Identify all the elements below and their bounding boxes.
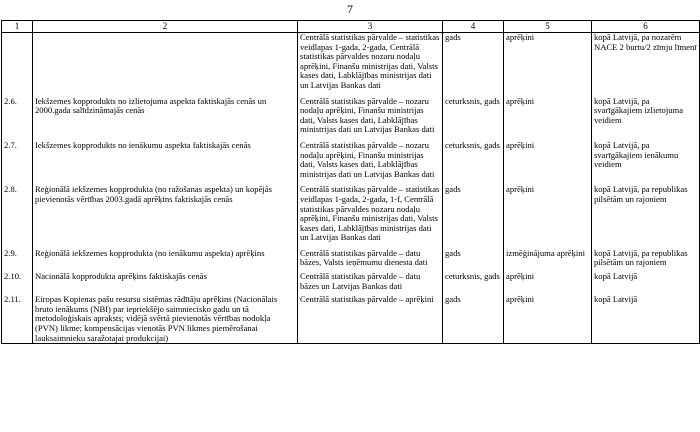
row-number: 2.6. xyxy=(2,97,33,135)
data-source: Centrālā statistikas pārvalde – datu bāzes un Latvijas Bankas dati xyxy=(298,272,443,291)
indicator-name xyxy=(33,33,298,91)
method: izmēģinājuma aprēķini xyxy=(504,249,592,268)
column-number-header xyxy=(2,21,700,33)
statistics-table xyxy=(1,20,700,344)
column-header-2: 2 xyxy=(33,21,298,33)
data-source: Centrālā statistikas pārvalde – nozaru nodaļu aprēķini, Finanšu ministrijas dati, Valsts kases dati, Labklājības ministrijas dati un Latvijas Bankas dati xyxy=(298,141,443,179)
data-source: Centrālā statistikas pārvalde – aprēķini xyxy=(298,295,443,343)
coverage: kopā Latvijā, pa republikas pilsētām un rajoniem xyxy=(592,185,700,243)
column-header-1: 1 xyxy=(2,21,33,33)
coverage: kopā Latvijā xyxy=(592,295,700,343)
indicator-name: Iekšzemes kopprodukts no ienākumu aspekta faktiskajās cenās xyxy=(33,141,298,179)
table-row xyxy=(2,141,700,179)
indicator-name: Reģionālā iekšzemes kopprodukta (no ražošanas aspekta) un kopējās pievienotās vērtības 2003.gadā aprēķins faktiskajās cenās xyxy=(33,185,298,243)
row-number: 2.11. xyxy=(2,295,33,343)
periodicity: gads xyxy=(443,33,504,91)
indicator-name: Nacionālā kopprodukta aprēķins faktiskajās cenās xyxy=(33,272,298,291)
table-row xyxy=(2,185,700,243)
row-number: 2.8. xyxy=(2,185,33,243)
data-source: Centrālā statistikas pārvalde – nozaru nodaļu aprēķini, Finanšu ministrijas dati, Valsts kases dati, Labklājības ministrijas dati un Latvijas Bankas dati xyxy=(298,97,443,135)
periodicity: gads xyxy=(443,249,504,268)
data-table-wrapper xyxy=(1,20,699,344)
periodicity: gads xyxy=(443,295,504,343)
indicator-name: Reģionālā iekšzemes kopprodukta (no ienākumu aspekta) aprēķins xyxy=(33,249,298,268)
method: aprēķini xyxy=(504,97,592,135)
method: aprēķini xyxy=(504,33,592,91)
row-number: 2.10. xyxy=(2,272,33,291)
table-row xyxy=(2,295,700,343)
table-row xyxy=(2,249,700,268)
data-source: Centrālā statistikas pārvalde – datu bāzes, Valsts ieņēmumu dienesta dati xyxy=(298,249,443,268)
column-header-4: 4 xyxy=(443,21,504,33)
coverage: kopā Latvijā, pa svarīgākajiem izlietojuma veidiem xyxy=(592,97,700,135)
coverage: kopā Latvijā xyxy=(592,272,700,291)
row-number: 2.7. xyxy=(2,141,33,179)
column-header-3: 3 xyxy=(298,21,443,33)
row-number: 2.9. xyxy=(2,249,33,268)
coverage: kopā Latvijā, pa svarīgākajiem ienākumu veidiem xyxy=(592,141,700,179)
method: aprēķini xyxy=(504,185,592,243)
column-header-6: 6 xyxy=(592,21,700,33)
indicator-name: Eiropas Kopienas pašu resursu sistēmas rādītāju aprēķins (Nacionālais bruto ienākums (NBI) par iepriekšējo saimniecisko gadu un tā metodoloģiskais apraksts; vidējā svērtā pievienotās vērtības nodokļa (PVN) likme; kompensācijas vienotās PVN likmes piemērošanai lauksaimnieku saražotajai produkcijai) xyxy=(33,295,298,343)
periodicity: ceturksnis, gads xyxy=(443,141,504,179)
table-row xyxy=(2,33,700,91)
indicator-name: Iekšzemes kopprodukts no izlietojuma aspekta faktiskajās cenās un 2000.gada salīdzināmajās cenās xyxy=(33,97,298,135)
data-source: Centrālā statistikas pārvalde – statistikas veidlapas 1-gada, 2-gada, Centrālā statistikas pārvaldes nozaru nodaļu aprēķini, Finanšu ministrijas dati, Valsts kases dati, Labklājības ministrijas dati un Latvijas Bankas dati xyxy=(298,33,443,91)
table-row xyxy=(2,97,700,135)
coverage: kopā Latvijā, pa nozarēm NACE 2 burtu/2 zīmju līmenī xyxy=(592,33,700,91)
page-number: 7 xyxy=(347,2,353,16)
row-number xyxy=(2,33,33,91)
data-source: Centrālā statistikas pārvalde – statistikas veidlapas 1-gada, 2-gada, 1-f, Centrālā statistikas pārvaldes nozaru nodaļu aprēķini, Finanšu ministrijas dati, Valsts kases dati, Labklājības ministrijas dati un Latvijas Bankas dati xyxy=(298,185,443,243)
periodicity: ceturksnis, gads xyxy=(443,272,504,291)
periodicity: gads xyxy=(443,185,504,243)
method: aprēķini xyxy=(504,272,592,291)
method: aprēķini xyxy=(504,141,592,179)
method: aprēķini xyxy=(504,295,592,343)
periodicity: ceturksnis, gads xyxy=(443,97,504,135)
coverage: kopā Latvijā, pa republikas pilsētām un rajoniem xyxy=(592,249,700,268)
table-row xyxy=(2,272,700,291)
column-header-5: 5 xyxy=(504,21,592,33)
